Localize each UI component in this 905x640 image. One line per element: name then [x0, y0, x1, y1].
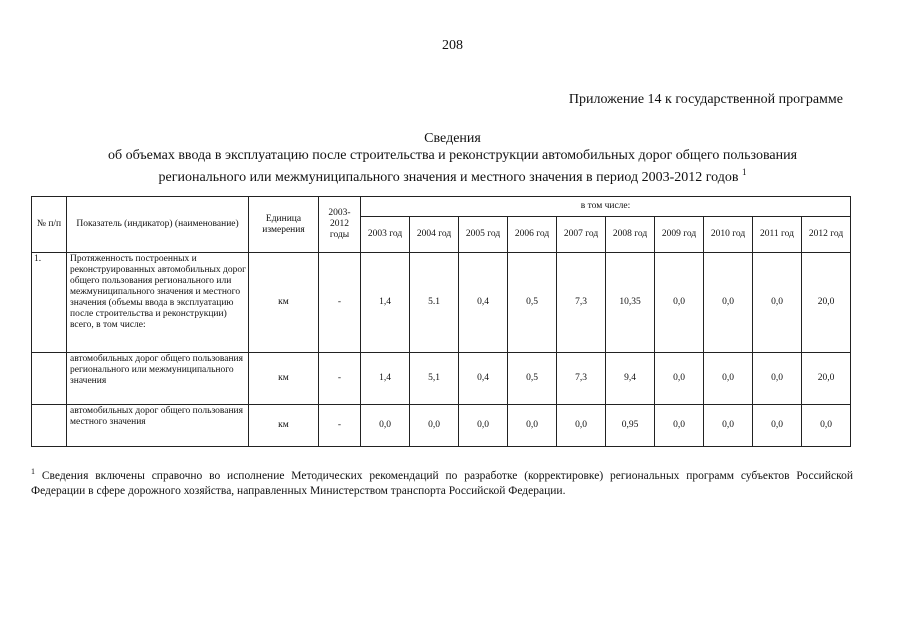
footnote — [31, 464, 853, 499]
row-year-value: 0,5 — [508, 353, 557, 405]
footnote-mark: 1 — [31, 467, 35, 476]
row-year-value: 7,3 — [557, 253, 606, 353]
row-year-value: 0,5 — [508, 253, 557, 353]
row-year-value: 0,0 — [361, 405, 410, 447]
title-line-2: об объемах ввода в эксплуатацию после строительства и реконструкции автомобильных дорог общего пользования — [107, 148, 798, 163]
table-body — [32, 253, 851, 447]
row-year-value: 1,4 — [361, 353, 410, 405]
header-unit: Единица измерения — [249, 197, 319, 253]
row-unit: км — [249, 405, 319, 447]
page-number: 208 — [442, 38, 463, 53]
row-year-value: 0,0 — [753, 353, 802, 405]
header-year: 2011 год — [753, 217, 802, 253]
row-year-value: 0,4 — [459, 353, 508, 405]
row-year-value: 20,0 — [802, 353, 851, 405]
row-year-value: 5.1 — [410, 253, 459, 353]
header-year: 2007 год — [557, 217, 606, 253]
header-year: 2008 год — [606, 217, 655, 253]
row-year-value: 0,0 — [753, 253, 802, 353]
row-total: - — [319, 253, 361, 353]
row-year-value: 0,0 — [704, 405, 753, 447]
header-period: 2003-2012 годы — [319, 197, 361, 253]
header-year: 2004 год — [410, 217, 459, 253]
header-year: 2012 год — [802, 217, 851, 253]
table-row — [32, 405, 851, 447]
footnote-text: Сведения включены справочно во исполнение Методических рекомендаций по разработке (корректировке) региональных программ субъектов Российской Федерации в сфере дорожного хозяйства, направленных Министерством транспорта Российской Федерации. — [31, 470, 854, 497]
row-unit: км — [249, 353, 319, 405]
row-year-value: 0,0 — [410, 405, 459, 447]
row-total: - — [319, 353, 361, 405]
row-year-value: 0,95 — [606, 405, 655, 447]
row-year-value: 10,35 — [606, 253, 655, 353]
header-including: в том числе: — [361, 197, 851, 217]
row-year-value: 5,1 — [410, 353, 459, 405]
title-line-3 — [40, 164, 865, 186]
header-row-1 — [32, 197, 851, 217]
row-number — [32, 405, 67, 447]
title-line-1: Сведения — [424, 131, 481, 146]
row-year-value: 1,4 — [361, 253, 410, 353]
row-year-value: 7,3 — [557, 353, 606, 405]
row-year-value: 0,0 — [655, 353, 704, 405]
table-row — [32, 353, 851, 405]
row-year-value: 0,4 — [459, 253, 508, 353]
row-year-value: 0,0 — [557, 405, 606, 447]
row-number: 1. — [32, 253, 67, 353]
row-indicator-name: автомобильных дорог общего пользования регионального или межмуниципального значения — [67, 353, 249, 405]
row-year-value: 0,0 — [655, 253, 704, 353]
header-year: 2010 год — [704, 217, 753, 253]
table-row — [32, 253, 851, 353]
row-unit: км — [249, 253, 319, 353]
row-year-value: 0,0 — [802, 405, 851, 447]
row-total: - — [319, 405, 361, 447]
row-year-value: 0,0 — [508, 405, 557, 447]
appendix-note: Приложение 14 к государственной программе — [568, 92, 843, 107]
row-year-value: 0,0 — [704, 353, 753, 405]
header-year: 2006 год — [508, 217, 557, 253]
row-number — [32, 353, 67, 405]
row-indicator-name: автомобильных дорог общего пользования местного значения — [67, 405, 249, 447]
row-year-value: 0,0 — [655, 405, 704, 447]
row-year-value: 20,0 — [802, 253, 851, 353]
title-footnote-mark: 1 — [741, 167, 747, 177]
header-indicator: Показатель (индикатор) (наименование) — [67, 197, 249, 253]
header-year: 2003 год — [361, 217, 410, 253]
row-year-value: 9,4 — [606, 353, 655, 405]
row-year-value: 0,0 — [704, 253, 753, 353]
title-line-3-text: регионального или межмуниципального значения и местного значения в период 2003-2012 годов — [158, 170, 739, 185]
data-table — [31, 196, 851, 447]
row-year-value: 0,0 — [753, 405, 802, 447]
row-indicator-name: Протяженность построенных и реконструированных автомобильных дорог общего пользования регионального или межмуниципального значения и местного значения (объемы ввода в эксплуатацию после строительства и реконструкции) всего, в том числе: — [67, 253, 249, 353]
row-year-value: 0,0 — [459, 405, 508, 447]
header-year: 2009 год — [655, 217, 704, 253]
document-title — [40, 130, 865, 186]
header-num: № п/п — [32, 197, 67, 253]
header-year: 2005 год — [459, 217, 508, 253]
